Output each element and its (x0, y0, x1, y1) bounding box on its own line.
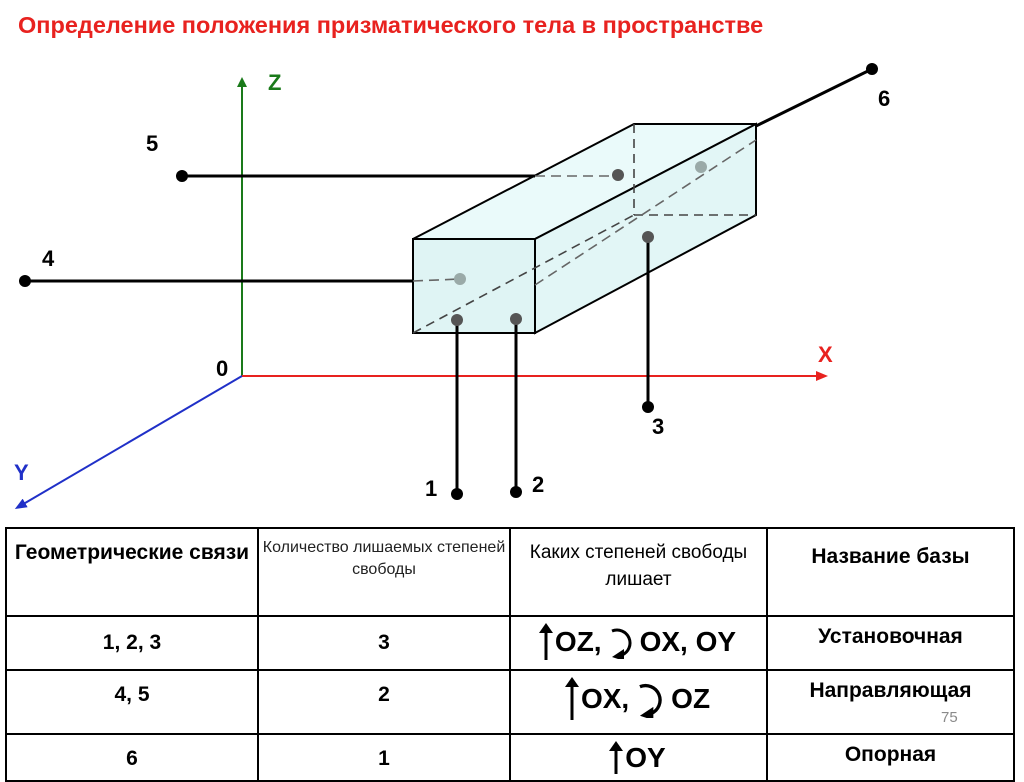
point-label-6: 6 (878, 86, 891, 111)
count-cell: 1 (378, 747, 390, 770)
header-geometric-links: Геометрические связи (6, 528, 258, 616)
base-name-cell: Направляющая (809, 679, 972, 702)
point-label-2: 2 (532, 472, 545, 497)
rotation-text: OX, OY (639, 626, 737, 657)
rotation-arrow-icon (604, 625, 638, 659)
contact-point-3 (642, 231, 654, 243)
x-axis-label: X (818, 342, 833, 367)
links-cell: 1, 2, 3 (102, 631, 162, 654)
endpoint-2 (510, 486, 522, 498)
point-label-5: 5 (146, 131, 159, 156)
translation-text: OY (625, 742, 666, 773)
dof-cell (565, 671, 712, 721)
up-arrow-icon (609, 741, 623, 775)
origin-label: 0 (216, 356, 229, 381)
link-line-6 (756, 69, 872, 126)
header-count: Количество лишаемых степеней свободы (258, 528, 510, 616)
up-arrow-icon (539, 623, 553, 661)
up-arrow-icon (565, 677, 579, 721)
endpoint-1 (451, 488, 463, 500)
contact-point-4 (454, 273, 466, 285)
links-cell: 6 (126, 747, 138, 770)
contact-point-6 (695, 161, 707, 173)
contact-point-2 (510, 313, 522, 325)
contact-point-1 (451, 314, 463, 326)
links-cell: 4, 5 (114, 683, 150, 706)
bases-table (5, 527, 1015, 782)
rotation-arrow-icon (631, 680, 669, 718)
y-axis (20, 376, 242, 506)
contact-point-5 (612, 169, 624, 181)
table-header-row (6, 528, 1014, 616)
header-which-dof: Каких степеней свободы лишает (510, 528, 767, 616)
point-label-1: 1 (425, 476, 438, 501)
y-axis-label: Y (14, 460, 29, 485)
table-row (6, 734, 1014, 781)
count-cell: 3 (378, 631, 390, 654)
header-base-name: Название базы (767, 528, 1014, 616)
count-cell: 2 (378, 683, 390, 706)
base-name-cell: Установочная (818, 625, 963, 648)
slide-title: Определение положения призматического тела в пространстве (18, 12, 764, 38)
endpoint-3 (642, 401, 654, 413)
base-name-cell: Опорная (844, 743, 937, 766)
dof-cell (539, 617, 738, 661)
rotation-text: OZ (671, 683, 711, 714)
dof-cell (609, 735, 667, 775)
endpoint-5 (176, 170, 188, 182)
point-label-3: 3 (652, 414, 665, 439)
page-number: 75 (941, 709, 958, 726)
table-row (6, 616, 1014, 670)
table-row (6, 670, 1014, 734)
endpoint-4 (19, 275, 31, 287)
translation-text: OX, (580, 683, 630, 714)
point-label-4: 4 (42, 246, 55, 271)
endpoint-6 (866, 63, 878, 75)
z-axis-label: Z (268, 70, 282, 95)
translation-text: OZ, (554, 626, 602, 657)
